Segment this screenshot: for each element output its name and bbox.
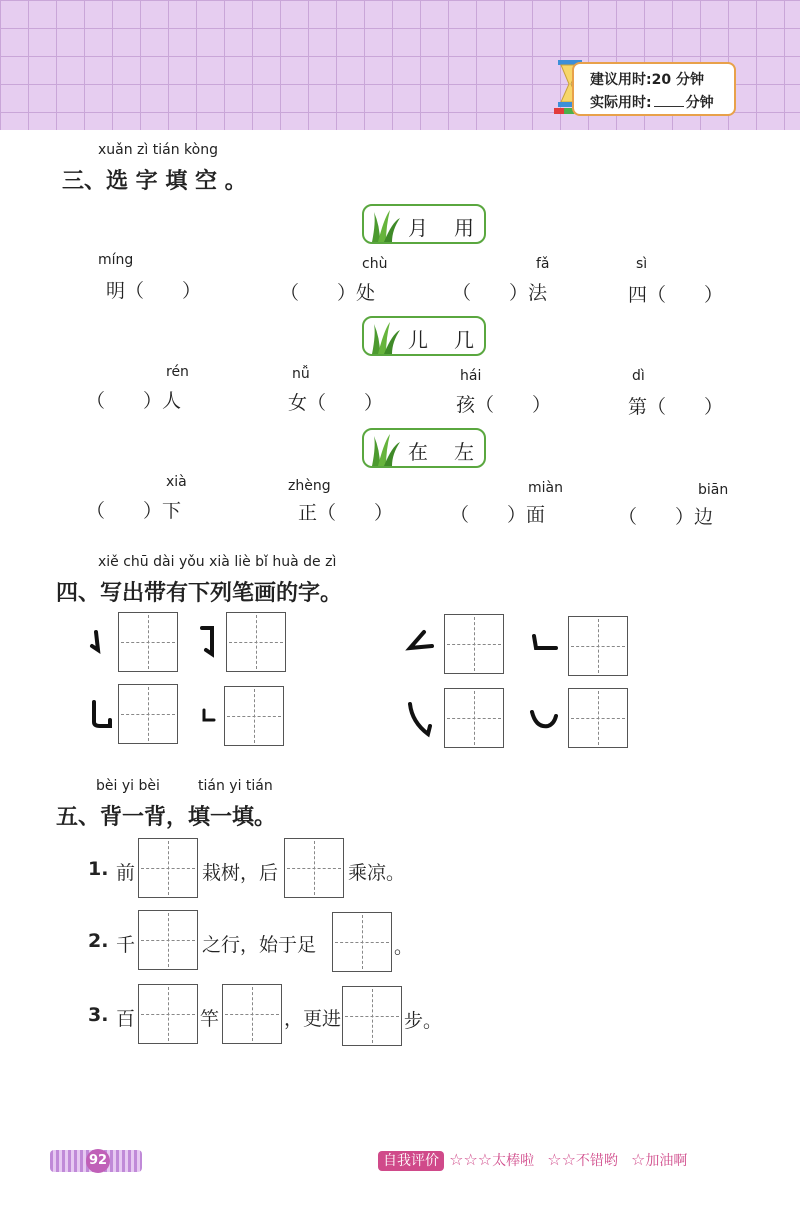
char-box[interactable] (342, 986, 402, 1046)
char-box[interactable] (222, 984, 282, 1044)
timer-box (572, 62, 736, 116)
options-text: 在左 (408, 440, 500, 464)
char-box[interactable] (118, 612, 178, 672)
section4-pinyin: xiě chū dài yǒu xià liè bǐ huà de zì (98, 554, 337, 570)
pinyin-si: sì (636, 256, 648, 272)
line-text: 乘凉。 (348, 862, 406, 884)
char-box[interactable] (226, 612, 286, 672)
stroke-reclining-hook-icon (528, 706, 560, 732)
eval-great: 太棒啦 (492, 1153, 535, 1169)
char-box[interactable] (332, 912, 392, 972)
line-number: 1. (88, 858, 109, 880)
line-text: 竿 (200, 1008, 220, 1030)
grass-icon (370, 320, 402, 354)
stroke-slant-hook-icon (404, 700, 434, 740)
fill-item[interactable]: 明（ ） (106, 280, 202, 302)
pinyin-mian: miàn (528, 480, 563, 496)
line-text: 之行，始于足 (202, 934, 317, 956)
section5-pinyin-a: bèi yi bèi (96, 778, 160, 794)
char-box[interactable] (284, 838, 344, 898)
char-box[interactable] (444, 688, 504, 748)
pinyin-chu: chù (362, 256, 388, 272)
pinyin-di: dì (632, 368, 645, 384)
stroke-small-hook-icon (198, 706, 218, 726)
char-box[interactable] (224, 686, 284, 746)
section3-pinyin: xuǎn zì tián kòng (98, 142, 218, 158)
suggested-time: 建议用时:20 分钟 (590, 72, 704, 88)
fill-item[interactable]: 四（ ） (628, 284, 724, 306)
char-box[interactable] (138, 984, 198, 1044)
actual-time-unit: 分钟 (685, 95, 714, 111)
section4-title: 四、写出带有下列笔画的字。 (56, 581, 343, 606)
stroke-hook-icon (198, 624, 222, 660)
actual-time-label: 实际用时: (590, 95, 652, 111)
char-box[interactable] (568, 616, 628, 676)
grass-icon (370, 208, 402, 242)
char-box[interactable] (118, 684, 178, 744)
options-text: 儿几 (408, 328, 500, 352)
line-number: 3. (88, 1004, 109, 1026)
star-icon[interactable]: ☆ (631, 1150, 646, 1169)
line-text: 前 (116, 862, 136, 884)
fill-item[interactable]: （ ）面 (450, 504, 546, 526)
pinyin-ming: míng (98, 252, 134, 268)
grass-icon (370, 432, 402, 466)
section5-title: 五、背一背，填一填。 (56, 805, 277, 830)
page-number: 92 (86, 1149, 110, 1173)
fill-item[interactable]: （ ）处 (280, 282, 376, 304)
pinyin-zheng: zhèng (288, 478, 331, 494)
line-text: 百 (116, 1008, 136, 1030)
char-box[interactable] (138, 910, 198, 970)
line-number: 2. (88, 930, 109, 952)
options-text: 月用 (408, 216, 500, 240)
fill-item[interactable]: 第（ ） (628, 396, 724, 418)
section5-pinyin-b: tián yi tián (198, 778, 273, 794)
star-icon[interactable]: ☆☆☆ (449, 1150, 493, 1169)
pinyin-bian: biān (698, 482, 729, 498)
line-text: 。 (394, 936, 414, 958)
fill-item[interactable]: 正（ ） (298, 502, 394, 524)
pinyin-hai: hái (460, 368, 482, 384)
fill-item[interactable]: （ ）人 (86, 390, 182, 412)
actual-time (590, 92, 714, 112)
option-pill-1 (362, 204, 500, 244)
eval-tag: 自我评价 (378, 1151, 444, 1171)
pinyin-xia: xià (166, 474, 187, 490)
fill-item[interactable]: （ ）边 (618, 506, 714, 528)
star-icon[interactable]: ☆☆ (547, 1150, 576, 1169)
line-text: 栽树，后 (202, 862, 279, 884)
stroke-hook-icon (86, 628, 110, 658)
fill-item[interactable]: （ ）下 (86, 500, 182, 522)
eval-good: 不错哟 (575, 1153, 618, 1169)
pinyin-ren: rén (166, 364, 189, 380)
option-pill-3 (362, 428, 500, 468)
fill-item[interactable]: 女（ ） (288, 392, 384, 414)
pinyin-fa: fǎ (536, 256, 550, 272)
char-box[interactable] (568, 688, 628, 748)
line-text: 步。 (404, 1010, 443, 1032)
stroke-bend-icon (528, 632, 560, 656)
fill-item[interactable]: 孩（ ） (456, 394, 552, 416)
section3-title: 三、选 字 填 空 。 (62, 169, 247, 194)
stroke-bend-icon (404, 628, 434, 658)
line-text: 千 (116, 934, 136, 956)
char-box[interactable] (138, 838, 198, 898)
eval-ok: 加油啊 (645, 1153, 688, 1169)
self-evaluation (378, 1150, 687, 1170)
option-pill-2 (362, 316, 500, 356)
fill-item[interactable]: （ ）法 (452, 282, 548, 304)
pinyin-nv: nǚ (292, 366, 310, 382)
line-text: ，更进 (284, 1008, 342, 1030)
actual-time-blank[interactable] (654, 94, 684, 107)
char-box[interactable] (444, 614, 504, 674)
stroke-curve-hook-icon (86, 698, 114, 730)
